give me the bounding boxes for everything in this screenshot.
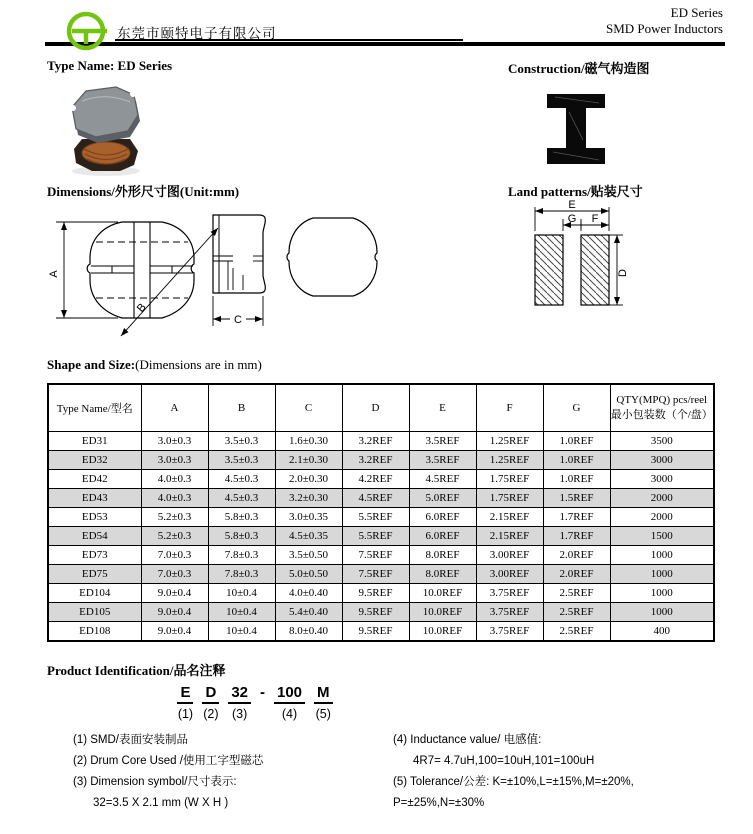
series-subtitle: SMD Power Inductors [606, 21, 723, 36]
note-line: (2) Drum Core Used /使用工字型磁芯 [73, 755, 264, 767]
size-table-header-row [48, 384, 714, 432]
cell-value: 10.0REF [409, 584, 476, 603]
cell-value: 3.75REF [476, 603, 543, 622]
code-index: (3) [232, 707, 248, 721]
cell-value: 1.7REF [543, 527, 610, 546]
cell-value: 2.15REF [476, 527, 543, 546]
cell-value: 5.2±0.3 [141, 508, 208, 527]
cell-value: 9.0±0.4 [141, 584, 208, 603]
cell-value: 3.0±0.35 [275, 508, 342, 527]
cell-value: 3.2REF [342, 451, 409, 470]
cell-value: 1.75REF [476, 489, 543, 508]
cell-value: 3.2REF [342, 432, 409, 451]
cell-type-name: ED104 [48, 584, 141, 603]
cell-value: 5.0±0.50 [275, 565, 342, 584]
col-header-qty [610, 384, 714, 432]
cell-type-name: ED75 [48, 565, 141, 584]
cell-value: 4.5REF [409, 470, 476, 489]
dimensions-title: Dimensions/外形尺寸图(Unit:mm) [47, 184, 240, 199]
cell-value: 7.0±0.3 [141, 565, 208, 584]
cell-value: 7.0±0.3 [141, 546, 208, 565]
cell-value: 5.2±0.3 [141, 527, 208, 546]
note-line: (3) Dimension symbol/尺寸表示: [73, 776, 237, 788]
cell-value: 5.8±0.3 [208, 527, 275, 546]
size-row-ED31 [48, 432, 714, 451]
dim-label-f: F [591, 213, 599, 225]
size-row-ED54 [48, 527, 714, 546]
cell-value: 4.5±0.35 [275, 527, 342, 546]
qty-header-line1: QTY(MPQ) pcs/reel [616, 394, 708, 406]
cell-value: 9.5REF [342, 622, 409, 642]
col-header-type: Type Name/型名 [48, 384, 141, 432]
note-line: (5) Tolerance/公差: K=±10%,L=±15%,M=±20%, [393, 776, 634, 788]
type-name-title: Type Name: ED Series [47, 58, 173, 73]
cell-value: 1.0REF [543, 470, 610, 489]
dim-label-c: C [234, 314, 242, 326]
code-index: (1) [177, 707, 194, 721]
side-view-drawing [205, 210, 280, 340]
cell-value: 5.5REF [342, 508, 409, 527]
cell-type-name: ED105 [48, 603, 141, 622]
cell-type-name: ED53 [48, 508, 141, 527]
cell-type-name: ED54 [48, 527, 141, 546]
cell-value: 5.5REF [342, 527, 409, 546]
size-row-ED43 [48, 489, 714, 508]
cell-value: 9.0±0.4 [141, 622, 208, 642]
cell-value: 4.2REF [342, 470, 409, 489]
note-line: P=±25%,N=±30% [393, 797, 485, 809]
cell-value: 6.0REF [409, 527, 476, 546]
dim-label-b: B [134, 301, 149, 315]
code-segment [228, 684, 251, 721]
code-part: M [314, 684, 333, 704]
ete-logo-icon [62, 7, 112, 53]
cell-value: 8.0±0.40 [275, 622, 342, 642]
top-view-drawing [283, 212, 383, 312]
code-segment [177, 684, 193, 721]
code-part: E [177, 684, 193, 704]
cell-value: 9.5REF [342, 584, 409, 603]
land-pattern-drawing [505, 195, 650, 325]
size-row-ED108 [48, 622, 714, 642]
size-row-ED32 [48, 451, 714, 470]
part-number-code [155, 684, 355, 721]
cell-value: 6.0REF [409, 508, 476, 527]
col-header-f: F [476, 384, 543, 432]
code-part: D [202, 684, 219, 704]
cell-value: 3.5±0.50 [275, 546, 342, 565]
cell-value: 2.0REF [543, 565, 610, 584]
size-row-ED75 [48, 565, 714, 584]
header-right [606, 5, 723, 37]
cell-value: 1500 [610, 527, 714, 546]
dim-label-e: E [568, 199, 576, 211]
code-segment [274, 684, 305, 721]
cell-value: 3.2±0.30 [275, 489, 342, 508]
cell-value: 10±0.4 [208, 584, 275, 603]
cell-value: 10±0.4 [208, 603, 275, 622]
cell-value: 9.5REF [342, 603, 409, 622]
cell-value: 1000 [610, 565, 714, 584]
qty-header-line2: 最小包装数（个/盘） [610, 409, 713, 421]
col-header-c: C [275, 384, 342, 432]
dim-label-d: D [617, 269, 629, 277]
code-separator [260, 684, 265, 721]
cell-value: 2.5REF [543, 584, 610, 603]
code-part: 100 [274, 684, 305, 704]
cell-value: 7.8±0.3 [208, 546, 275, 565]
dim-label-g: G [567, 213, 577, 225]
code-part: - [260, 684, 265, 701]
series-title: ED Series [670, 5, 723, 20]
cell-value: 3.5REF [409, 451, 476, 470]
cell-value: 4.5±0.3 [208, 489, 275, 508]
col-header-a: A [141, 384, 208, 432]
cell-value: 7.8±0.3 [208, 565, 275, 584]
notes-right [393, 730, 634, 814]
cell-value: 3.5±0.3 [208, 451, 275, 470]
cell-value: 8.0REF [409, 546, 476, 565]
shape-size-title [47, 357, 262, 373]
product-photo [58, 83, 153, 183]
cell-value: 4.5REF [342, 489, 409, 508]
cell-value: 10.0REF [409, 603, 476, 622]
code-index: (2) [203, 707, 219, 721]
cell-value: 2000 [610, 508, 714, 527]
notes-left [73, 730, 263, 814]
code-part: 32 [228, 684, 251, 704]
cell-value: 1000 [610, 546, 714, 565]
cell-value: 8.0REF [409, 565, 476, 584]
size-row-ED104 [48, 584, 714, 603]
code-segment [314, 684, 333, 721]
code-index: (5) [315, 707, 331, 721]
cell-value: 1.5REF [543, 489, 610, 508]
cell-value: 1000 [610, 584, 714, 603]
cell-type-name: ED108 [48, 622, 141, 642]
cell-value: 3.00REF [476, 565, 543, 584]
cell-value: 2000 [610, 489, 714, 508]
col-header-b: B [208, 384, 275, 432]
cell-value: 1.25REF [476, 451, 543, 470]
cell-type-name: ED32 [48, 451, 141, 470]
note-line: (4) Inductance value/ 电感值: [393, 734, 542, 746]
shape-size-note: (Dimensions are in mm) [135, 357, 262, 372]
size-row-ED73 [48, 546, 714, 565]
note-line: (1) SMD/表面安装制品 [73, 734, 188, 746]
cell-type-name: ED73 [48, 546, 141, 565]
cell-type-name: ED31 [48, 432, 141, 451]
dim-label-a: A [48, 270, 60, 278]
cell-value: 7.5REF [342, 565, 409, 584]
size-table [47, 383, 715, 642]
cell-value: 3.00REF [476, 546, 543, 565]
cell-value: 4.0±0.3 [141, 489, 208, 508]
company-logo [62, 7, 112, 58]
cell-type-name: ED42 [48, 470, 141, 489]
cell-value: 1.6±0.30 [275, 432, 342, 451]
cell-value: 2.0REF [543, 546, 610, 565]
cell-value: 1.7REF [543, 508, 610, 527]
cell-value: 3.0±0.3 [141, 451, 208, 470]
col-header-g: G [543, 384, 610, 432]
header-rule [45, 42, 725, 46]
cell-value: 5.4±0.40 [275, 603, 342, 622]
cell-value: 2.1±0.30 [275, 451, 342, 470]
cell-value: 10±0.4 [208, 622, 275, 642]
cell-value: 3500 [610, 432, 714, 451]
cell-value: 1.0REF [543, 451, 610, 470]
cell-value: 3.75REF [476, 584, 543, 603]
cell-value: 1.75REF [476, 470, 543, 489]
note-line: 4R7= 4.7uH,100=10uH,101=100uH [413, 755, 595, 767]
cell-value: 2.0±0.30 [275, 470, 342, 489]
col-header-d: D [342, 384, 409, 432]
cell-value: 3.0±0.3 [141, 432, 208, 451]
col-header-e: E [409, 384, 476, 432]
code-index: (4) [281, 707, 298, 721]
cell-value: 5.8±0.3 [208, 508, 275, 527]
cell-value: 4.5±0.3 [208, 470, 275, 489]
cell-value: 3.5REF [409, 432, 476, 451]
cell-value: 5.0REF [409, 489, 476, 508]
cell-value: 1.0REF [543, 432, 610, 451]
size-row-ED105 [48, 603, 714, 622]
note-line: 32=3.5 X 2.1 mm (W X H ) [93, 797, 229, 809]
cell-value: 3.75REF [476, 622, 543, 642]
cell-value: 2.5REF [543, 622, 610, 642]
cell-value: 9.0±0.4 [141, 603, 208, 622]
cell-value: 1.25REF [476, 432, 543, 451]
cell-value: 7.5REF [342, 546, 409, 565]
cell-value: 3000 [610, 470, 714, 489]
cell-value: 4.0±0.3 [141, 470, 208, 489]
size-row-ED53 [48, 508, 714, 527]
size-row-ED42 [48, 470, 714, 489]
cell-value: 2.5REF [543, 603, 610, 622]
shape-size-bold: Shape and Size: [47, 357, 136, 372]
cell-value: 2.15REF [476, 508, 543, 527]
product-identification-title: Product Identification/品名注释 [47, 663, 226, 678]
cell-value: 3000 [610, 451, 714, 470]
cell-value: 10.0REF [409, 622, 476, 642]
cell-value: 3.5±0.3 [208, 432, 275, 451]
company-name: 东莞市颐特电子有限公司 [117, 26, 277, 41]
size-table-body [48, 432, 714, 642]
cell-type-name: ED43 [48, 489, 141, 508]
construction-title: Construction/磁气构造图 [508, 61, 650, 76]
code-segment [202, 684, 219, 721]
cell-value: 1000 [610, 603, 714, 622]
core-construction-drawing [533, 90, 623, 175]
cell-value: 400 [610, 622, 714, 642]
land-patterns-title: Land patterns/贴装尺寸 [508, 184, 643, 199]
cell-value: 4.0±0.40 [275, 584, 342, 603]
